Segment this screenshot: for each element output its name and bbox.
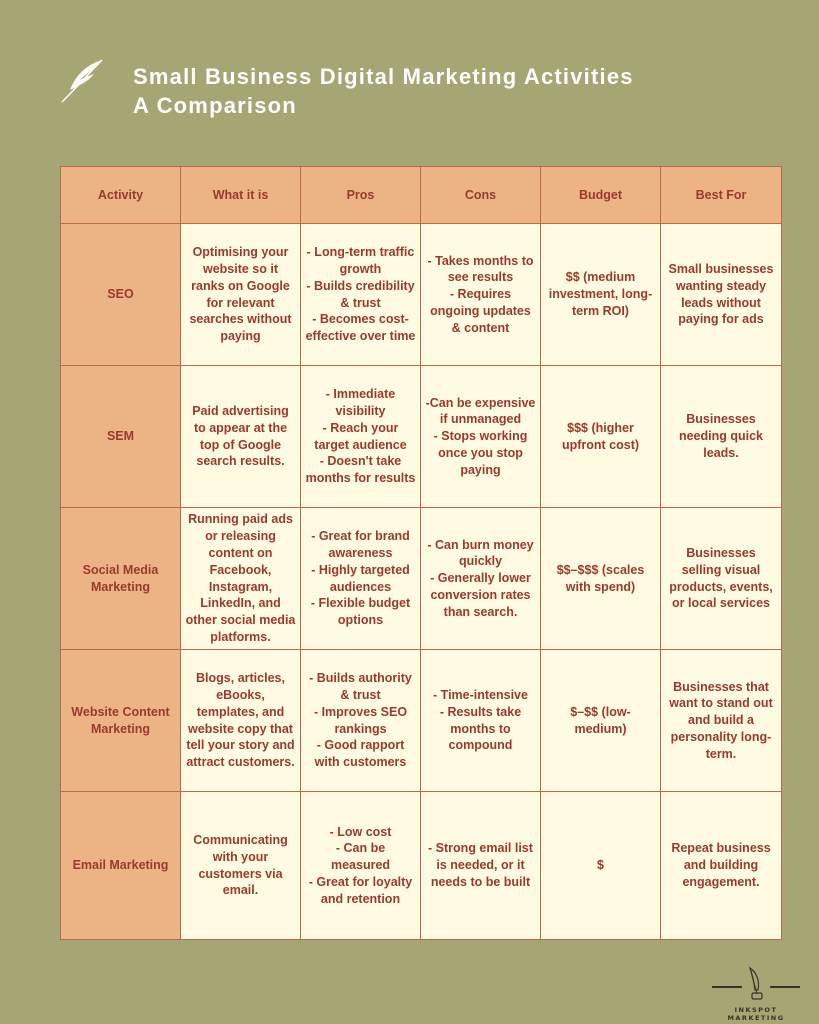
table-row: [61, 366, 782, 508]
cons-item: - Takes months to see results: [427, 253, 534, 285]
pros-item: - Great for loyalty and retention: [308, 874, 413, 906]
cons-cell: [421, 366, 541, 508]
budget-cell: $: [541, 792, 661, 940]
best-for-cell: Businesses needing quick leads.: [661, 366, 782, 508]
table-row: [61, 650, 782, 792]
activity-cell: SEO: [61, 224, 181, 366]
cons-item: - Time-intensive: [433, 687, 528, 702]
what-cell: Optimising your website so it ranks on Google for relevant searches without paying: [181, 224, 301, 366]
cons-item: - Stops working once you stop paying: [433, 429, 528, 477]
pros-item: - Doesn't take months for results: [305, 454, 416, 486]
pros-cell: [301, 650, 421, 792]
column-header-pros: Pros: [301, 167, 421, 224]
pros-item: - Builds credibility & trust: [306, 278, 415, 310]
best-for-cell: Small businesses wanting steady leads without paying for ads: [661, 224, 782, 366]
table-header-row: [61, 167, 782, 224]
title-line-2: A Comparison: [133, 93, 297, 118]
what-cell: Communicating with your customers via email.: [181, 792, 301, 940]
budget-cell: $$–$$$ (scales with spend): [541, 508, 661, 650]
pros-item: - Builds authority & trust: [309, 671, 412, 702]
pros-item: - Low cost: [329, 824, 392, 839]
pros-cell: [301, 792, 421, 940]
cons-cell: [421, 650, 541, 792]
brand-name: INKSPOT MARKETING: [727, 1006, 785, 1022]
column-header-activity: Activity: [61, 167, 181, 224]
pros-cell: [301, 508, 421, 650]
logo-divider-right: [770, 986, 800, 988]
cons-item: - Results take months to compound: [439, 704, 522, 753]
table-row: [61, 508, 782, 650]
pros-item: - Improves SEO rankings: [313, 704, 408, 736]
column-header-what: What it is: [181, 167, 301, 224]
best-for-cell: Businesses that want to stand out and build a personality long-term.: [661, 650, 782, 792]
cons-item: -Can be expensive if unmanaged: [425, 395, 536, 427]
pros-cell: [301, 366, 421, 508]
cons-item: - Requires ongoing updates & content: [430, 287, 531, 335]
cons-item: - Generally lower conversion rates than search.: [430, 571, 531, 619]
budget-cell: $–$$ (low-medium): [541, 650, 661, 792]
page-title: [133, 62, 634, 120]
table-row: [61, 224, 782, 366]
feather-icon: [58, 56, 108, 106]
pros-cell: [301, 224, 421, 366]
budget-cell: $$$ (higher upfront cost): [541, 366, 661, 508]
budget-cell: $$ (medium investment, long-term ROI): [541, 224, 661, 366]
pros-item: - Flexible budget options: [310, 596, 411, 628]
cons-item: - Strong email list is needed, or it needs to be built: [428, 841, 533, 889]
table-row: [61, 792, 782, 940]
activity-cell: Social Media Marketing: [61, 508, 181, 650]
best-for-cell: Repeat business and building engagement.: [661, 792, 782, 940]
what-cell: Running paid ads or releasing content on Facebook, Instagram, LinkedIn, and other social media platforms.: [181, 508, 301, 650]
quill-ink-icon: [746, 966, 766, 1000]
pros-item: - Highly targeted audiences: [311, 562, 410, 594]
cons-cell: [421, 224, 541, 366]
best-for-cell: Businesses selling visual products, events, or local services: [661, 508, 782, 650]
column-header-cons: Cons: [421, 167, 541, 224]
title-line-1: Small Business Digital Marketing Activities: [133, 64, 634, 89]
pros-item: - Immediate visibility: [325, 387, 396, 418]
what-cell: Blogs, articles, eBooks, templates, and website copy that tell your story and attract customers.: [181, 650, 301, 792]
cons-item: - Can burn money quickly: [427, 537, 534, 569]
pros-item: - Great for brand awareness: [311, 529, 410, 560]
what-cell: Paid advertising to appear at the top of Google search results.: [181, 366, 301, 508]
cons-cell: [421, 792, 541, 940]
activity-cell: Website Content Marketing: [61, 650, 181, 792]
comparison-table: [60, 166, 782, 940]
logo-divider-left: [712, 986, 742, 988]
activity-cell: SEM: [61, 366, 181, 508]
pros-item: - Long-term traffic growth: [306, 245, 415, 276]
pros-item: - Can be measured: [330, 841, 391, 873]
column-header-budget: Budget: [541, 167, 661, 224]
activity-cell: Email Marketing: [61, 792, 181, 940]
brand-logo: [712, 962, 800, 1022]
cons-cell: [421, 508, 541, 650]
pros-item: - Good rapport with customers: [314, 738, 407, 770]
column-header-best-for: Best For: [661, 167, 782, 224]
pros-item: - Reach your target audience: [314, 420, 407, 452]
pros-item: - Becomes cost-effective over time: [305, 312, 416, 344]
